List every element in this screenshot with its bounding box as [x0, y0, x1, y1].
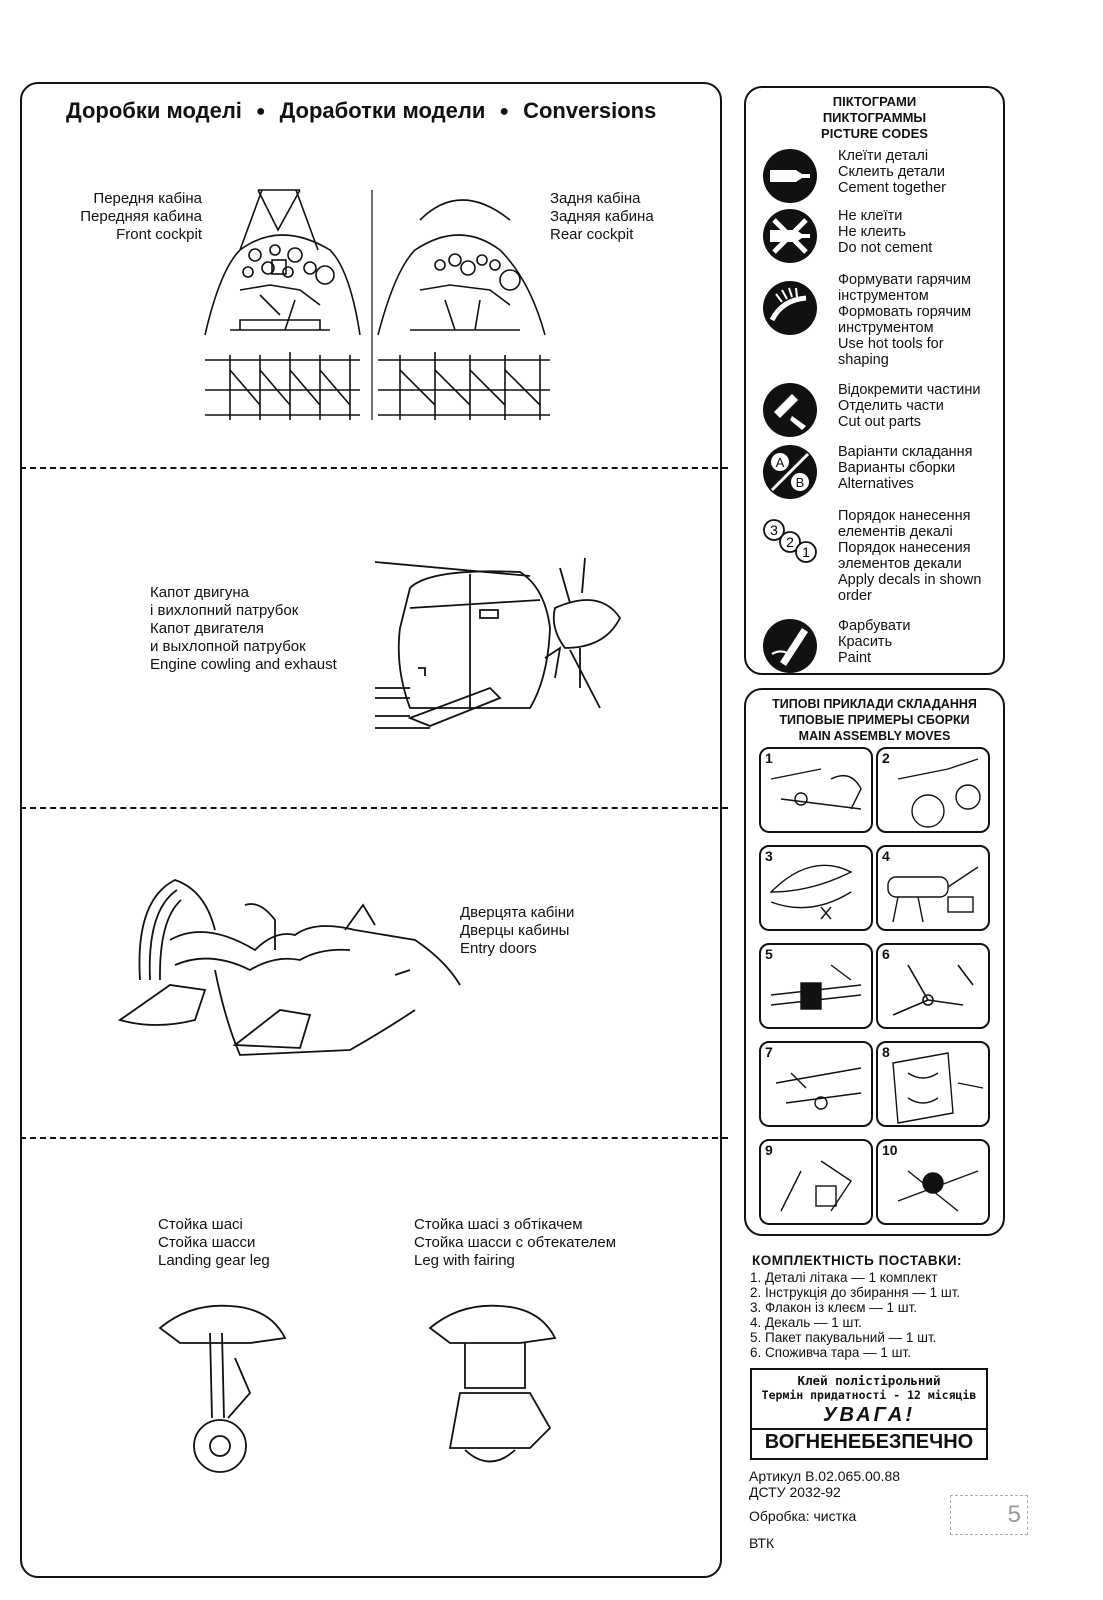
landing-gear-label: Стойка шасі Стойка шасси Landing gear leg	[158, 1216, 270, 1269]
picture-codes-title: ПІКТОГРАМИ ПИКТОГРАММЫ PICTURE CODES	[821, 94, 928, 141]
svg-text:1: 1	[802, 544, 810, 560]
no-cement-icon	[762, 208, 818, 264]
engine-cowling-drawing	[370, 548, 650, 748]
landing-gear-drawing	[150, 1298, 300, 1478]
assembly-step-9: 9	[759, 1139, 873, 1225]
kit-contents-list: 1. Деталі літака — 1 комплект 2. Інструкція до збирання — 1 шт. 3. Флакон із клеєм — 1 шт. 4. Декаль — 1 шт. 5. Пакет пакувальний — 1 шт. 6. Споживча тара — 1 шт.	[750, 1270, 961, 1360]
svg-text:A: A	[775, 455, 785, 470]
assembly-step-6: 6	[876, 943, 990, 1029]
picture-codes-panel: ПІКТОГРАМИ ПИКТОГРАММЫ PICTURE CODES Клеїти деталі Склеить детали Cement together Не клеїти Не клеить Do not cement Формувати гарячим інструментом Формовать горячим инструментом Use hot tools for shaping Відокремити частини Отделить части Cut out parts A B Варіанти складання Варианты сборки Alternatives 3 2 1 Порядок нанесення елементів декалі Порядок нанесения элементов декали Apply decals in shown order Фарбувати Красить Paint	[744, 86, 1005, 675]
assembly-step-10: 10	[876, 1139, 990, 1225]
svg-text:2: 2	[786, 534, 794, 550]
warning-line-4: ВОГНЕНЕБЕЗПЕЧНО	[752, 1428, 986, 1454]
paint-brush-icon	[762, 618, 818, 674]
cement-tube-icon	[762, 148, 818, 204]
cockpit-drawing	[200, 180, 560, 450]
leg-fairing-drawing	[420, 1298, 570, 1478]
entry-doors-label: Дверцята кабіни Дверцы кабины Entry doors	[460, 904, 575, 957]
dstu-standard: ДСТУ 2032-92	[749, 1484, 841, 1500]
assembly-step-5: 5	[759, 943, 873, 1029]
assembly-step-3: 3	[759, 845, 873, 931]
leg-fairing-label: Стойка шасі з обтікачем Стойка шасси с обтекателем Leg with fairing	[414, 1216, 617, 1269]
svg-text:B: B	[795, 475, 805, 490]
kit-contents-title: КОМПЛЕКТНІСТЬ ПОСТАВКИ:	[752, 1253, 963, 1268]
alternatives-icon	[762, 444, 818, 500]
title-ru: Доработки модели	[279, 98, 486, 123]
svg-text:3: 3	[770, 522, 778, 538]
decal-order-icon	[762, 514, 822, 570]
warning-box	[750, 1368, 988, 1460]
front-cockpit-label: Передня кабіна Передняя кабина Front cockpit	[80, 190, 202, 243]
qc-stamp: 5	[950, 1495, 1028, 1535]
engine-cowling-label: Капот двигуна і вихлопний патрубок Капот двигателя и выхлопной патрубок Engine cowling and exhaust	[150, 584, 337, 673]
title-en: Conversions	[523, 98, 657, 123]
section-divider	[20, 467, 728, 469]
conversions-heading	[66, 98, 764, 124]
assembly-step-8: 8	[876, 1041, 990, 1127]
section-divider	[20, 1137, 728, 1139]
warning-line-2: Термін придатності - 12 місяців	[761, 1388, 977, 1402]
warning-line-3: УВАГА!	[822, 1404, 916, 1426]
assembly-moves-title: ТИПОВІ ПРИКЛАДИ СКЛАДАННЯ ТИПОВЫЕ ПРИМЕРЫ СБОРКИ MAIN ASSEMBLY MOVES	[772, 697, 977, 743]
assembly-step-7: 7	[759, 1041, 873, 1127]
processing-note: Обробка: чистка	[749, 1508, 857, 1524]
section-divider	[20, 807, 728, 809]
article-number: Артикул В.02.065.00.88	[749, 1468, 901, 1484]
btk-label: ВТК	[749, 1535, 775, 1551]
hot-tool-icon	[762, 280, 818, 336]
rear-cockpit-label: Задня кабіна Задняя кабина Rear cockpit	[550, 190, 654, 243]
assembly-step-1: 1	[759, 747, 873, 833]
assembly-step-2: 2	[876, 747, 990, 833]
warning-line-1: Клей полістірольний	[797, 1373, 941, 1388]
title-ua: Доробки моделі	[66, 98, 242, 123]
entry-doors-drawing	[115, 870, 465, 1070]
bullet-icon: ●	[499, 103, 510, 121]
cut-parts-icon	[762, 382, 818, 438]
assembly-step-4: 4	[876, 845, 990, 931]
bullet-icon: ●	[255, 103, 266, 121]
